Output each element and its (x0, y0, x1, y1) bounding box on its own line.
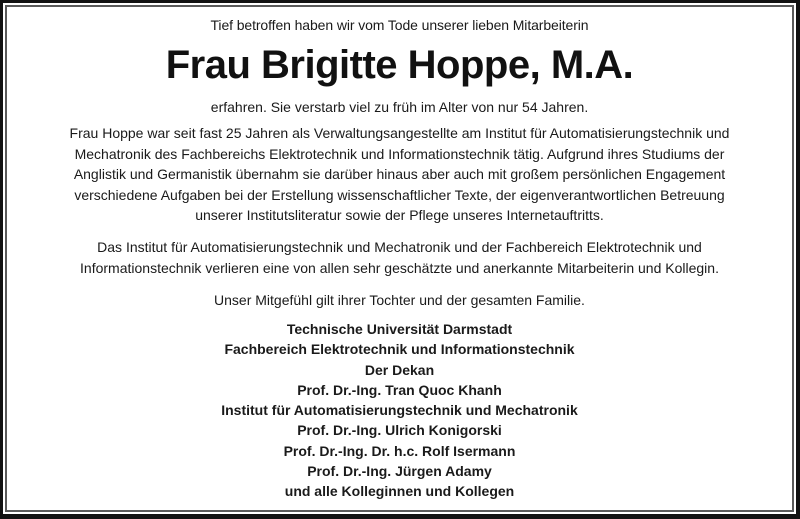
condolence-paragraph (23, 290, 776, 311)
tribute-paragraph (23, 237, 776, 278)
tribute-line: Informationstechnik verlieren eine von allen sehr geschätzte und anerkannte Mitarbeiterin und Kollegin. (80, 259, 719, 276)
signature-university: Technische Universität Darmstadt (286, 321, 513, 337)
signature-department: Fachbereich Elektrotechnik und Informationstechnik (224, 341, 575, 358)
signature-block (3, 319, 796, 502)
biography-line: Frau Hoppe war seit fast 25 Jahren als Verwaltungsangestellte am Institut für Automatisierungstechnik und (69, 125, 730, 141)
signature-dean-name: Prof. Dr.-Ing. Tran Quoc Khanh (297, 381, 502, 398)
biography-line: Mechatronik des Fachbereichs Elektrotechnik und Informationstechnik tätig. Aufgrund ihres Studiums der (74, 145, 725, 162)
obituary-notice (3, 3, 796, 514)
age-line: erfahren. Sie verstarb viel zu früh im Alter von nur 54 Jahren. (210, 99, 589, 115)
deceased-name: Frau Brigitte Hoppe, M.A. (165, 43, 634, 87)
signature-professor: Prof. Dr.-Ing. Jürgen Adamy (307, 463, 492, 480)
biography-line: Anglistik und Germanistik übernahm sie darüber hinaus aber auch mit großem persönlichen Engagement (73, 166, 726, 182)
tribute-line: Das Institut für Automatisierungstechnik und Mechatronik und der Fachbereich Elektrotechnik und (97, 239, 702, 255)
signature-colleagues: und alle Kolleginnen und Kollegen (284, 483, 515, 500)
intro-line: Tief betroffen haben wir vom Tode unserer lieben Mitarbeiterin (210, 17, 589, 33)
signature-institute: Institut für Automatisierungstechnik und Mechatronik (221, 402, 578, 419)
signature-professor: Prof. Dr.-Ing. Ulrich Konigorski (297, 422, 502, 439)
biography-line: unserer Institutsliteratur sowie der Pflege unseres Internetauftritts. (195, 207, 604, 223)
biography-line: verschiedene Aufgaben bei der Erstellung wissenschaftlicher Texte, der eigenverantwortlichen Betreuung (74, 186, 725, 203)
signature-dean-title: Der Dekan (364, 361, 435, 378)
condolence-line: Unser Mitgefühl gilt ihrer Tochter und der gesamten Familie. (214, 292, 585, 308)
signature-professor: Prof. Dr.-Ing. Dr. h.c. Rolf Isermann (283, 442, 516, 459)
biography-paragraph (23, 123, 776, 226)
